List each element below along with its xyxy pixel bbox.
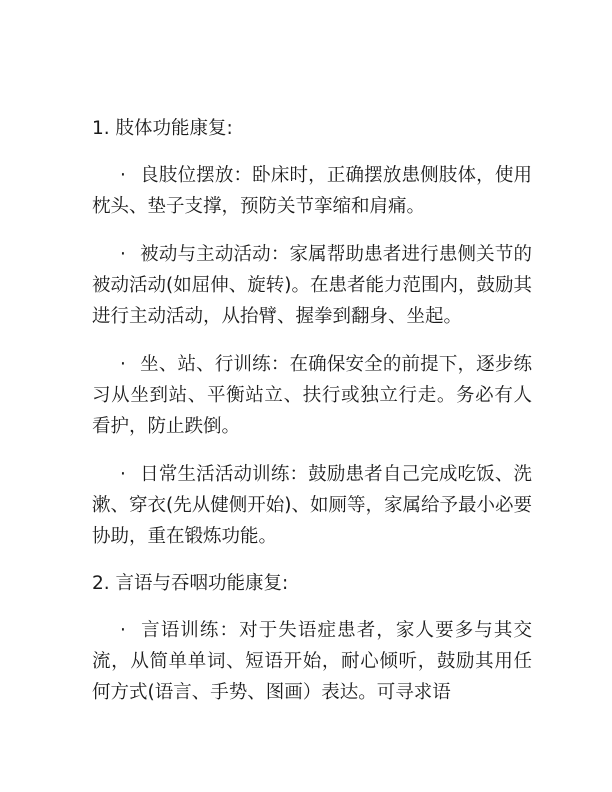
- list-item: [92, 239, 532, 332]
- list-item: [92, 160, 532, 222]
- list-item-text: 坐、站、行训练：在确保安全的前提下，逐步练习从坐到站、平衡站立、扶行或独立行走。务必有人看护，防止跌倒。: [92, 354, 532, 437]
- list-item: [92, 459, 532, 552]
- section-heading-speech-swallow: 2. 言语与吞咽功能康复:: [92, 573, 289, 594]
- bullet-marker: ·: [120, 620, 126, 641]
- list-item-text: 被动与主动活动：家属帮助患者进行患侧关节的被动活动(如屈伸、旋转)。在患者能力范围内，鼓励其进行主动活动，从抬臂、握拳到翻身、坐起。: [92, 244, 532, 327]
- bullet-marker: ·: [120, 464, 126, 485]
- section-heading-limb-rehab: 1. 肢体功能康复:: [92, 118, 233, 139]
- bullet-marker: ·: [120, 244, 126, 265]
- list-item: [92, 349, 532, 442]
- list-item-text: 日常生活活动训练：鼓励患者自己完成吃饭、洗漱、穿衣(先从健侧开始)、如厕等，家属给予最小必要协助，重在锻炼功能。: [92, 464, 532, 547]
- bullet-marker: ·: [120, 165, 126, 186]
- list-item-text: 言语训练：对于失语症患者，家人要多与其交流，从简单单词、短语开始，耐心倾听，鼓励其用任何方式(语言、手势、图画）表达。可寻求语: [92, 620, 532, 703]
- list-item: [92, 615, 532, 708]
- document-body: [92, 114, 532, 725]
- list-item-text: 良肢位摆放：卧床时，正确摆放患侧肢体，使用枕头、垫子支撑，预防关节挛缩和肩痛。: [92, 165, 532, 217]
- bullet-marker: ·: [120, 354, 126, 375]
